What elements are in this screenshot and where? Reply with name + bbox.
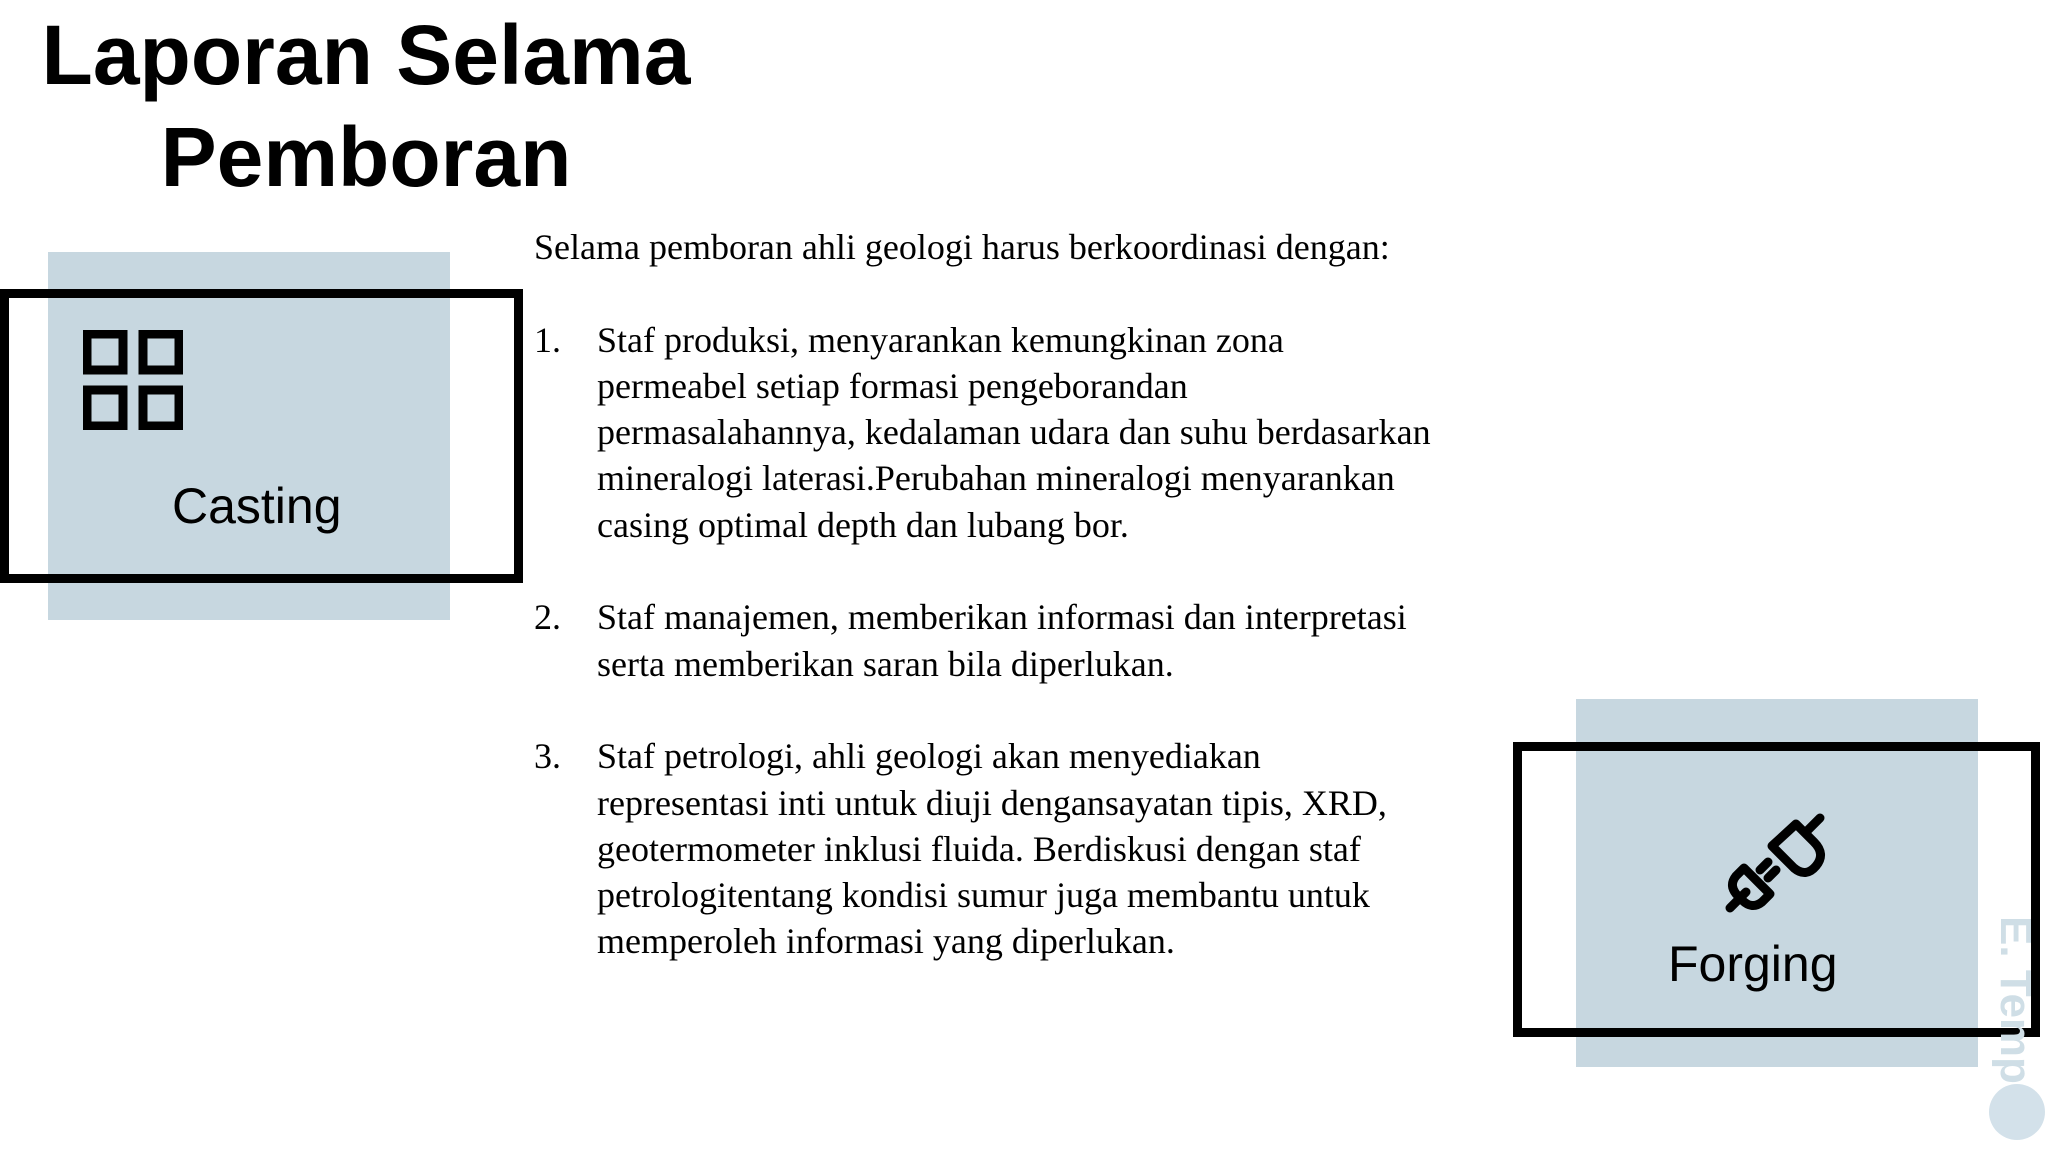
list-number: 2. bbox=[534, 597, 561, 638]
slide-title: Laporan Selama Pemboran bbox=[41, 8, 691, 204]
forging-label: Forging bbox=[1668, 936, 1838, 992]
list-number: 3. bbox=[534, 736, 561, 777]
list-text: Staf petrologi, ahli geologi akan menyediakan representasi inti untuk diuji dengansayatan tipis, XRD, geotermometer inklusi fluida. Berdiskusi dengan staf petrologitentang kondisi sumur juga membantu untuk memperoleh informasi yang diperlukan. bbox=[597, 736, 1387, 962]
plug-icon bbox=[1722, 806, 1832, 916]
list-text: Staf manajemen, memberikan informasi dan interpretasi serta memberikan saran bila diperlukan. bbox=[597, 597, 1407, 684]
body-text bbox=[534, 224, 1524, 1011]
list-text: Staf produksi, menyarankan kemungkinan zona permeabel setiap formasi pengeborandan permasalahannya, kedalaman udara dan suhu berdasarkan mineralogi laterasi.Perubahan mineralogi menyarankan casing optimal depth dan lubang bor. bbox=[597, 319, 1431, 545]
list-item bbox=[534, 594, 1524, 687]
watermark bbox=[1985, 910, 2045, 1140]
eitemp-logo-icon bbox=[1989, 1084, 2045, 1140]
casting-label: Casting bbox=[172, 478, 342, 534]
list-item bbox=[534, 317, 1524, 548]
intro-text: Selama pemboran ahli geologi harus berkoordinasi dengan: bbox=[534, 227, 1390, 267]
casting-panel-frame bbox=[0, 289, 523, 583]
watermark-text: E. Temp bbox=[1991, 916, 2040, 1084]
grid-icon bbox=[83, 330, 183, 430]
list-number: 1. bbox=[534, 319, 561, 360]
list-item bbox=[534, 733, 1524, 964]
